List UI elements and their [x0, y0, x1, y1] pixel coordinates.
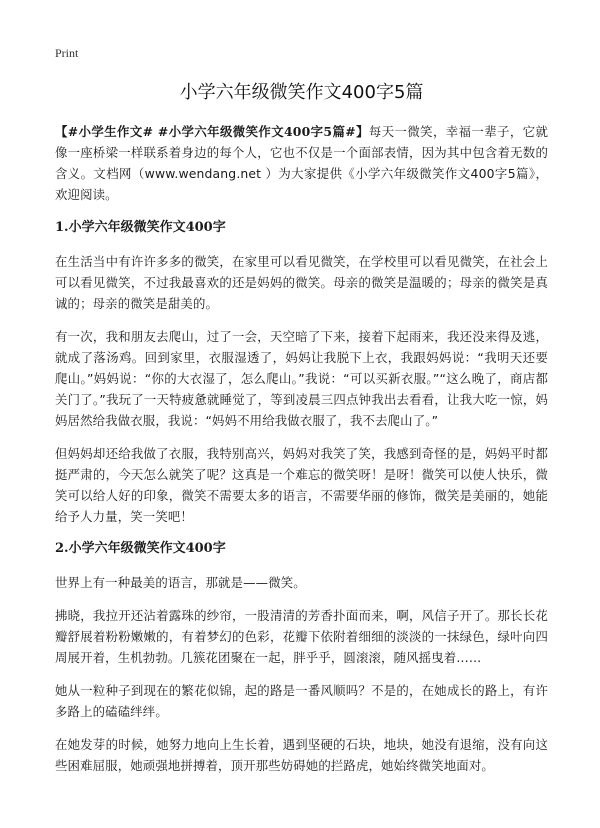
- body-paragraph: 有一次，我和朋友去爬山，过了一会，天空暗了下来，接着下起雨来，我还没来得及逃，就成了落汤鸡。回到家里，衣服湿透了，妈妈让我脱下上衣，我跟妈妈说：“我明天还要爬山。”妈妈说：“你的大衣湿了，怎么爬山。”我说：“可以买新衣服。”“这么晚了，商店都关门了。”我玩了一天特疲惫就睡觉了，等到凌晨三四点钟我出去看看，让我大吃一惊，妈妈居然给我做衣服，我说：“妈妈不用给我做衣服了，我不去爬山了。”: [55, 329, 548, 428]
- body-paragraph: 在她发芽的时候，她努力地向上生长着，遇到坚硬的石块，地块，她没有退缩，没有向这些困难屈服，她顽强地拼搏着，顶开那些妨碍她的拦路虎，她始终微笑地面对。: [55, 737, 548, 773]
- body-paragraph: 世界上有一种最美的语言，那就是——微笑。: [55, 575, 306, 590]
- body-paragraph: 拂晓，我拉开还沾着露珠的纱帘，一股清清的芳香扑面而来，啊，风信子开了。那长长花瓣舒展着粉粉嫩嫩的，有着梦幻的色彩，花瓣下依附着细细的淡淡的一抹绿色，绿叶向四周展开着，生机勃勃。几簇花团聚在一起，胖乎乎，圆滚滚，随风摇曳着……: [55, 608, 548, 665]
- body-paragraph: 在生活当中有许许多多的微笑，在家里可以看见微笑，在学校里可以看见微笑，在社会上可以看见微笑，不过我最喜欢的还是妈妈的微笑。母亲的微笑是温暖的；母亲的微笑是真诚的；母亲的微笑是甜美的。: [55, 254, 548, 311]
- intro-text: 每天一微笑，幸福一辈子，它就像一座桥梁一样联系着身边的每个人，它也不仅是一个面部表情，因为其中包含着无数的含义。文档网（www.wendang.net ）为大家提供《小学六年级微笑作文400字5篇》，欢迎阅读。: [55, 124, 548, 202]
- section-heading: 2.小学六年级微笑作文400字: [55, 541, 226, 556]
- body-paragraph: 她从一粒种子到现在的繁花似锦，起的路是一番风顺吗？不是的，在她成长的路上，有许多路上的磕磕绊绊。: [55, 683, 548, 719]
- intro-paragraph: [55, 121, 548, 205]
- section-heading: 1.小学六年级微笑作文400字: [55, 220, 226, 235]
- intro-tag: 【#小学生作文# #小学六年级微笑作文400字5篇#】: [55, 124, 369, 139]
- page-title: 小学六年级微笑作文400字5篇: [179, 82, 424, 103]
- print-link[interactable]: Print: [55, 46, 79, 60]
- body-paragraph: 但妈妈却还给我做了衣服，我特别高兴，妈妈对我笑了笑，我感到奇怪的是，妈妈平时都挺严肃的，今天怎么就笑了呢？这真是一个难忘的微笑呀！是呀！微笑可以使人快乐，微笑可以给人好的印象，微笑不需要太多的语言，不需要华丽的修饰，微笑是美丽的，她能给予人力量，笑一笑吧！: [55, 446, 548, 524]
